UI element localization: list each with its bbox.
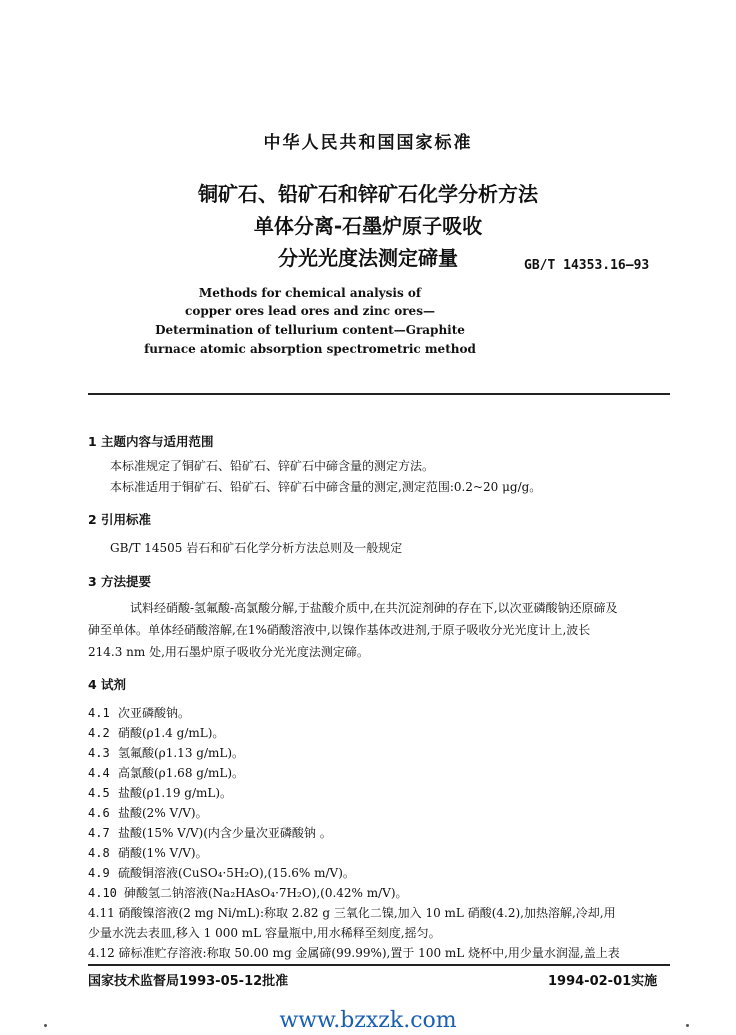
title-en-line-2: copper ores lead ores and zinc ores—	[185, 304, 435, 318]
standard-code: GB/T 14353.16—93	[524, 258, 650, 273]
title-cn-line-1: 铜矿石、铅矿石和锌矿石化学分析方法	[198, 182, 538, 206]
reagent-item: 4.8 硝酸(1% V/V)。	[88, 846, 208, 860]
title-en-line-3: Determination of tellurium content—Graphite	[155, 323, 465, 337]
footer-divider	[88, 964, 670, 966]
reagent-item: 4.4 高氯酸(ρ1.68 g/mL)。	[88, 766, 245, 780]
title-en-line-4: furnace atomic absorption spectrometric method	[144, 342, 476, 356]
reagent-item: 4.5 盐酸(ρ1.19 g/mL)。	[88, 786, 233, 800]
section-4-title: 4 试剂	[88, 677, 127, 692]
scan-dot	[44, 1024, 47, 1027]
reagent-item: 4.3 氢氟酸(ρ1.13 g/mL)。	[88, 746, 245, 760]
title-en-line-1: Methods for chemical analysis of	[198, 286, 422, 300]
watermark-url: www.bzxzk.com	[279, 1008, 457, 1033]
section-2-reference: GB/T 14505 岩石和矿石化学分析方法总则及一般规定	[110, 541, 403, 555]
section-3-line-1: 试料经硝酸-氢氟酸-高氯酸分解,于盐酸介质中,在共沉淀剂砷的存在下,以次亚磷酸钠还原碲及	[130, 601, 618, 615]
reagent-item: 4.7 盐酸(15% V/V)(内含少量次亚磷酸钠 。	[88, 826, 332, 840]
section-3-line-2: 砷至单体。单体经硝酸溶解,在1%硝酸溶液中,以镍作基体改进剂,于原子吸收分光光度计上,波长	[88, 623, 591, 637]
implementation-date: 1994-02-01实施	[548, 974, 658, 989]
section-1-para-2: 本标准适用于铜矿石、铅矿石、锌矿石中碲含量的测定,测定范围:0.2~20 μg/g。	[110, 480, 542, 494]
reagent-item-4-12: 4.12 碲标准贮存溶液:称取 50.00 mg 金属碲(99.99%),置于 100 mL 烧杯中,用少量水润湿,盖上表	[88, 946, 620, 960]
header-divider	[88, 393, 670, 395]
title-cn-line-2: 单体分离-石墨炉原子吸收	[253, 214, 483, 238]
section-1-title: 1 主题内容与适用范围	[88, 434, 214, 449]
reagent-item: 4.1 次亚磷酸钠。	[88, 706, 191, 720]
approval-date: 国家技术监督局1993-05-12批准	[88, 974, 289, 989]
title-cn-line-3: 分光光度法测定碲量	[278, 246, 458, 270]
section-3-line-3: 214.3 nm 处,用石墨炉原子吸收分光光度法测定碲。	[88, 645, 369, 659]
scan-dot	[686, 1024, 689, 1027]
reagent-item: 4.10 砷酸氢二钠溶液(Na₂HAsO₄·7H₂O),(0.42% m/V)。	[88, 886, 408, 900]
reagent-item: 4.9 硫酸铜溶液(CuSO₄·5H₂O),(15.6% m/V)。	[88, 866, 355, 880]
reagent-item: 4.2 硝酸(ρ1.4 g/mL)。	[88, 726, 225, 740]
reagent-item-4-11-line-2: 少量水洗去表皿,移入 1 000 mL 容量瓶中,用水稀释至刻度,摇匀。	[88, 926, 441, 940]
reagent-item-4-11-line-1: 4.11 硝酸镍溶液(2 mg Ni/mL):称取 2.82 g 三氧化二镍,加入 10 mL 硝酸(4.2),加热溶解,冷却,用	[88, 906, 616, 920]
national-standard-title: 中华人民共和国国家标准	[263, 133, 473, 153]
section-2-title: 2 引用标准	[88, 512, 152, 527]
reagent-item: 4.6 盐酸(2% V/V)。	[88, 806, 208, 820]
section-1-para-1: 本标准规定了铜矿石、铅矿石、锌矿石中碲含量的测定方法。	[110, 459, 435, 473]
section-3-title: 3 方法提要	[88, 574, 152, 589]
